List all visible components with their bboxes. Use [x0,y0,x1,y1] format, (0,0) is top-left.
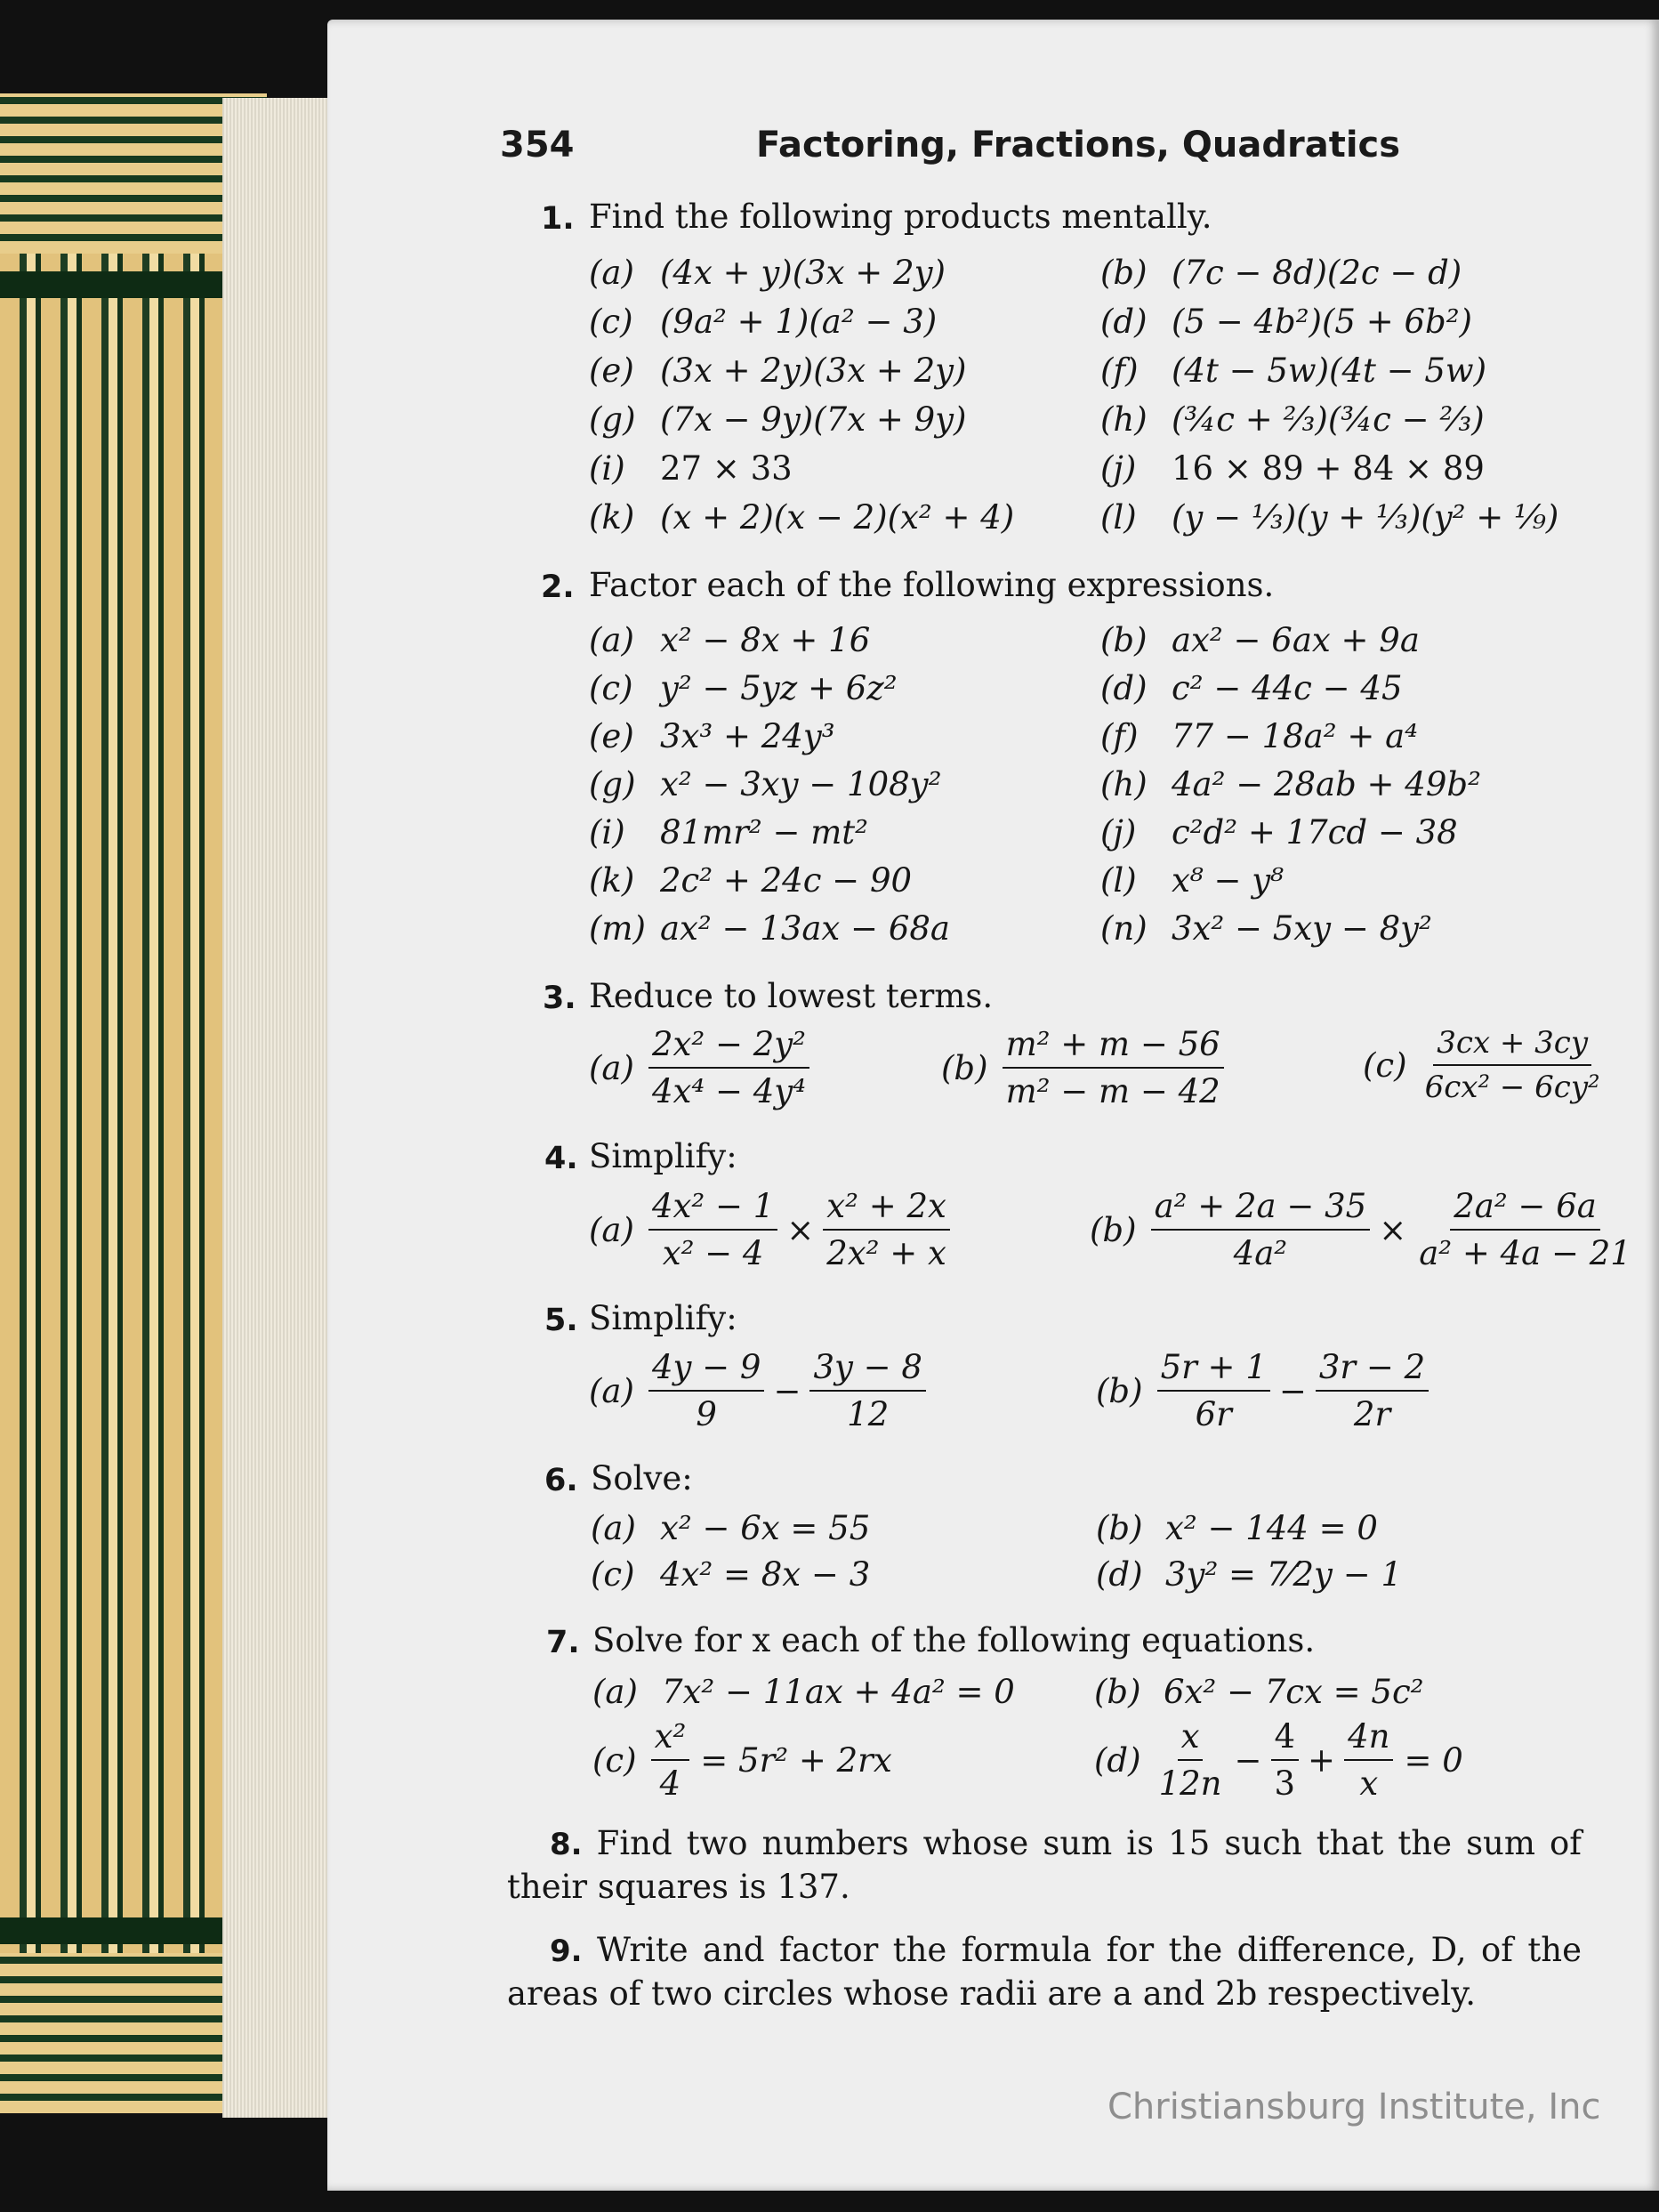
item-expression: 16 × 89 + 84 × 89 [1172,449,1485,488]
problem-number: 8. [550,1827,583,1862]
item-label: (f) [1100,717,1139,755]
item-label: (e) [589,351,634,390]
item-expression: ax² − 13ax − 68a [660,909,950,948]
numerator: a² + 2a − 35 [1151,1187,1371,1231]
numerator: m² + m − 56 [1003,1025,1224,1069]
numerator: 3r − 2 [1316,1348,1429,1392]
item-label: (i) [589,813,625,852]
equation-rest: = 0 [1404,1740,1463,1780]
item-expression: 6x² − 7cx = 5c² [1164,1673,1424,1711]
item-label: (n) [1100,909,1148,948]
item-label: (a) [589,254,634,292]
fraction-item-4b [1090,1187,1640,1272]
numerator: 3y − 8 [809,1348,926,1392]
item-expression: (5 − 4b²)(5 + 6b²) [1172,303,1472,341]
fraction-item-7d [1094,1717,1463,1803]
item-expression: 4x² = 8x − 3 [660,1555,871,1594]
numerator: 2x² − 2y² [648,1025,809,1069]
item-label: (a) [589,621,634,659]
denominator: 12n [1158,1764,1222,1803]
problem-text: Factor each of the following expressions. [589,566,1275,604]
item-expression: (9a² + 1)(a² − 3) [660,303,938,341]
fraction [809,1348,926,1433]
problem-8-paragraph [507,1822,1582,1909]
fraction-item-3a [589,1025,815,1110]
denominator: 6cx² − 6cy² [1424,1070,1600,1105]
numerator: 4x² − 1 [648,1187,777,1231]
operator: − [1234,1740,1262,1780]
item-label: (k) [589,498,635,537]
denominator: a² + 4a − 21 [1419,1234,1631,1272]
fraction [1003,1025,1224,1110]
item-expression: (4t − 5w)(4t − 5w) [1172,351,1487,390]
item-expression: (x + 2)(x − 2)(x² + 4) [660,498,1015,537]
numerator: x² [651,1717,690,1761]
denominator: 4a² [1233,1234,1288,1272]
denominator: x² − 4 [662,1234,764,1272]
operator: − [773,1371,801,1410]
item-expression: x² − 144 = 0 [1165,1509,1378,1547]
fraction [648,1348,765,1433]
denominator: 6r [1195,1395,1232,1433]
item-label: (f) [1100,351,1139,390]
item-label: (c) [1363,1045,1407,1085]
denominator: m² − m − 42 [1005,1072,1220,1110]
page-number: 354 [500,125,575,165]
item-expression: x² − 8x + 16 [660,621,871,659]
item-expression: ax² − 6ax + 9a [1172,621,1420,659]
item-expression: 81mr² − mt² [660,813,868,852]
item-label: (e) [589,717,634,755]
problem-number: 1. [541,201,575,237]
item-label: (b) [1100,621,1148,659]
item-expression: x² − 3xy − 108y² [660,765,942,803]
problem-number: 7. [546,1625,580,1660]
item-expression: (4x + y)(3x + 2y) [660,254,946,292]
item-label: (h) [1100,400,1148,439]
fraction [648,1187,777,1272]
item-expression: (7x − 9y)(7x + 9y) [660,400,967,439]
item-expression: (7c − 8d)(2c − d) [1172,254,1462,292]
item-expression: 4a² − 28ab + 49b² [1172,765,1481,803]
item-label: (a) [589,1048,634,1087]
problem-text: Write and factor the formula for the difference, D, of the areas of two circles whose radii are a and 2b respectively. [507,1931,1582,2013]
fraction [651,1717,690,1803]
fraction [648,1025,809,1110]
item-label: (j) [1100,449,1137,488]
denominator: x [1359,1764,1379,1803]
problem-9-paragraph [507,1929,1582,2015]
item-label: (c) [591,1555,635,1594]
operator: + [1308,1740,1336,1780]
problem-number: 5. [544,1303,578,1338]
numerator: 4n [1344,1717,1393,1761]
item-expression: c² − 44c − 45 [1172,669,1403,707]
problem-number: 6. [544,1463,578,1498]
item-label: (g) [589,400,636,439]
item-label: (h) [1100,765,1148,803]
item-label: (d) [1100,669,1148,707]
item-expression: (3x + 2y)(3x + 2y) [660,351,967,390]
item-label: (b) [1096,1371,1143,1410]
item-label: (b) [1100,254,1148,292]
item-label: (l) [1100,861,1137,900]
problem-number: 4. [544,1141,578,1176]
fraction-item-3c [1363,1025,1609,1105]
item-expression: 7x² − 11ax + 4a² = 0 [662,1673,1015,1711]
item-label: (d) [1096,1555,1143,1594]
fraction [1151,1187,1371,1272]
fraction [1157,1348,1270,1433]
item-expression: 3x³ + 24y³ [660,717,835,755]
fraction-item-4a [589,1187,955,1272]
item-label: (d) [1100,303,1148,341]
fraction [1271,1717,1300,1803]
problem-number: 2. [541,569,575,605]
problem-number: 3. [543,981,576,1016]
item-label: (b) [1090,1210,1137,1249]
fraction-item-5a [589,1348,931,1433]
fraction [1316,1348,1429,1433]
denominator: 12 [847,1395,890,1433]
item-expression: 77 − 18a² + a⁴ [1172,717,1418,755]
item-label: (a) [589,1371,634,1410]
item-label: (a) [591,1509,636,1547]
denominator: 2r [1353,1395,1391,1433]
numerator: 2a² − 6a [1450,1187,1600,1231]
fraction [823,1187,950,1272]
operator: × [786,1210,815,1249]
denominator: 4x⁴ − 4y⁴ [651,1072,806,1110]
denominator: 4 [659,1764,681,1803]
problem-text: Reduce to lowest terms. [589,977,994,1015]
item-expression: (¾c + ⅔)(¾c − ⅔) [1172,400,1485,439]
problem-number: 9. [550,1933,583,1969]
item-label: (c) [589,303,633,341]
item-expression: 27 × 33 [660,449,793,488]
item-label: (d) [1094,1740,1141,1780]
numerator: 5r + 1 [1157,1348,1270,1392]
item-expression: y² − 5yz + 6z² [660,669,898,707]
item-expression: x⁸ − y⁸ [1172,861,1284,900]
denominator: 9 [696,1395,717,1433]
item-label: (c) [589,669,633,707]
item-label: (b) [941,1048,988,1087]
fraction-item-7c [592,1717,892,1803]
numerator: 3cx + 3cy [1433,1025,1591,1066]
numerator: 4 [1271,1717,1300,1761]
operator: − [1278,1371,1307,1410]
fraction-item-5b [1096,1348,1434,1433]
item-label: (b) [1094,1673,1141,1711]
numerator: x [1178,1717,1204,1761]
numerator: 4y − 9 [648,1348,765,1392]
item-label: (m) [589,909,646,948]
watermark: Christiansburg Institute, Inc [1107,2087,1601,2127]
problem-text: Solve for x each of the following equations. [592,1621,1316,1659]
operator: × [1379,1210,1407,1249]
item-expression: x² − 6x = 55 [660,1509,871,1547]
item-expression: 3y² = 7⁄2y − 1 [1165,1555,1403,1594]
item-label: (i) [589,449,625,488]
item-label: (g) [589,765,636,803]
problem-text: Find the following products mentally. [589,198,1212,236]
item-label: (k) [589,861,635,900]
item-label: (c) [592,1740,637,1780]
item-label: (a) [592,1673,638,1711]
numerator: x² + 2x [823,1187,950,1231]
fraction-item-3b [941,1025,1229,1110]
equation-rest: = 5r² + 2rx [700,1740,892,1780]
problem-text: Solve: [591,1459,693,1498]
denominator: 3 [1274,1764,1296,1803]
fraction [1421,1025,1604,1105]
item-expression: (y − ⅓)(y + ⅓)(y² + ⅑) [1172,498,1559,537]
item-expression: 2c² + 24c − 90 [660,861,913,900]
item-label: (b) [1096,1509,1143,1547]
fraction [1344,1717,1393,1803]
item-label: (a) [589,1210,634,1249]
denominator: 2x² + x [826,1234,946,1272]
fraction [1415,1187,1635,1272]
problem-text: Simplify: [589,1137,737,1175]
item-label: (l) [1100,498,1137,537]
fraction [1156,1717,1226,1803]
item-label: (j) [1100,813,1137,852]
problem-text: Simplify: [589,1299,737,1337]
item-expression: 3x² − 5xy − 8y² [1172,909,1432,948]
item-expression: c²d² + 17cd − 38 [1172,813,1458,852]
problem-text: Find two numbers whose sum is 15 such that the sum of their squares is 137. [507,1824,1582,1906]
running-title: Factoring, Fractions, Quadratics [756,125,1401,165]
